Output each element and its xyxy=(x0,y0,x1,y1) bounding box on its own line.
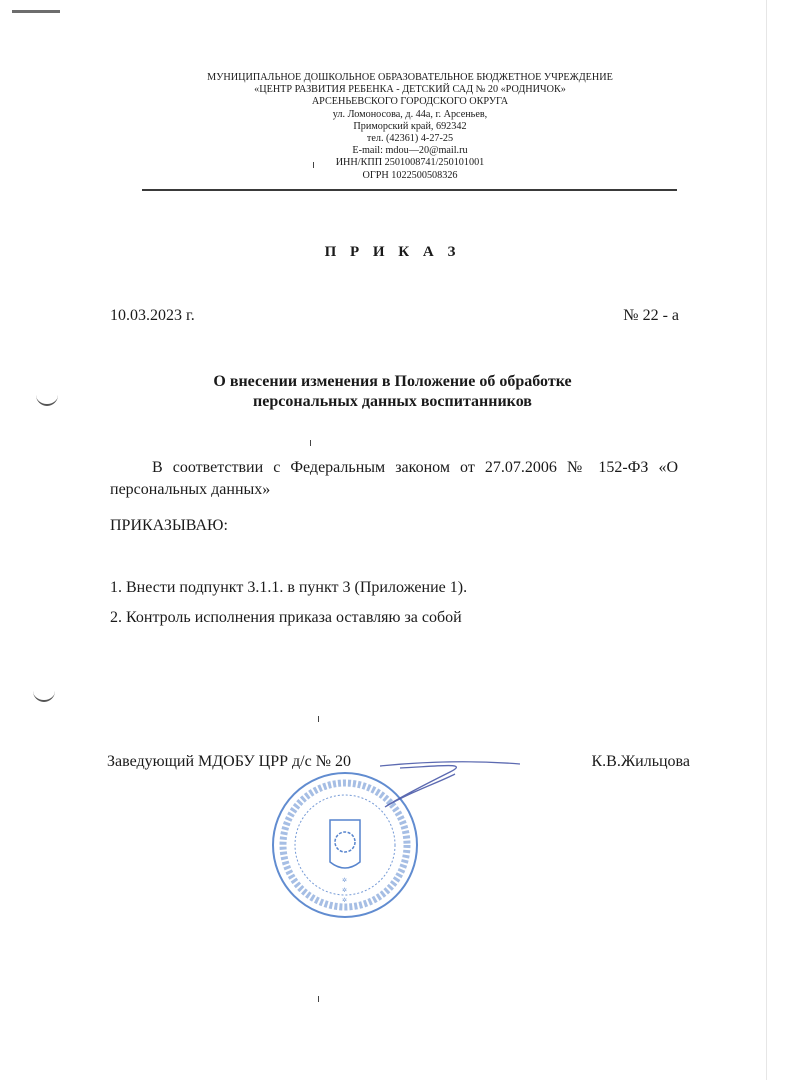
letterhead-line: ИНН/КПП 2501008741/250101001 xyxy=(335,157,485,169)
scan-artifact xyxy=(318,996,319,1002)
scan-artifact xyxy=(313,162,314,168)
letterhead-line: МУНИЦИПАЛЬНОЕ ДОШКОЛЬНОЕ ОБРАЗОВАТЕЛЬНОЕ БЮДЖЕТНОЕ УЧРЕЖДЕНИЕ xyxy=(207,72,613,83)
letterhead-line: тел. (42361) 4-27-25 xyxy=(366,133,454,145)
header-divider xyxy=(142,189,677,191)
signatory-position: Заведующий МДОБУ ЦРР д/с № 20 xyxy=(107,753,351,770)
letterhead xyxy=(140,72,680,182)
order-item: 1. Внести подпункт 3.1.1. в пункт 3 (Приложение 1). xyxy=(110,579,468,596)
svg-text:✲: ✲ xyxy=(342,888,348,894)
letterhead-line: ул. Ломоносова, д. 44а, г. Арсеньев, xyxy=(332,108,488,120)
document-title: П Р И К А З xyxy=(324,244,461,260)
document-number: № 22 - а xyxy=(623,307,679,324)
subject-line: О внесении изменения в Положение об обработке xyxy=(213,373,572,390)
subject-line: персональных данных воспитанников xyxy=(253,393,532,410)
preamble-paragraph: В соответствии с Федеральным законом от 27.07.2006 № 152-ФЗ «О персональных данных» xyxy=(110,459,678,498)
signature xyxy=(380,752,520,822)
order-item: 2. Контроль исполнения приказа оставляю за собой xyxy=(110,609,462,626)
scan-artifact xyxy=(318,716,319,722)
document-subject xyxy=(0,372,785,412)
order-word: ПРИКАЗЫВАЮ: xyxy=(110,517,228,534)
letterhead-line: АРСЕНЬЕВСКОГО ГОРОДСКОГО ОКРУГА xyxy=(311,96,509,108)
letterhead-line: ОГРН 1022500508326 xyxy=(362,169,458,181)
letterhead-line: Приморский край, 692342 xyxy=(353,120,467,132)
punch-hole-mark xyxy=(33,688,55,702)
scan-artifact xyxy=(12,10,60,13)
svg-text:✲: ✲ xyxy=(342,878,348,884)
letterhead-line: E-mail: mdou—20@mail.ru xyxy=(352,145,468,157)
document-date: 10.03.2023 г. xyxy=(110,307,195,324)
scan-artifact xyxy=(310,440,311,446)
signatory-name: К.В.Жильцова xyxy=(591,753,690,770)
page-edge xyxy=(766,0,767,1080)
svg-text:✲: ✲ xyxy=(342,898,348,904)
letterhead-line: «ЦЕНТР РАЗВИТИЯ РЕБЕНКА - ДЕТСКИЙ САД № 20 «РОДНИЧОК» xyxy=(254,84,566,96)
